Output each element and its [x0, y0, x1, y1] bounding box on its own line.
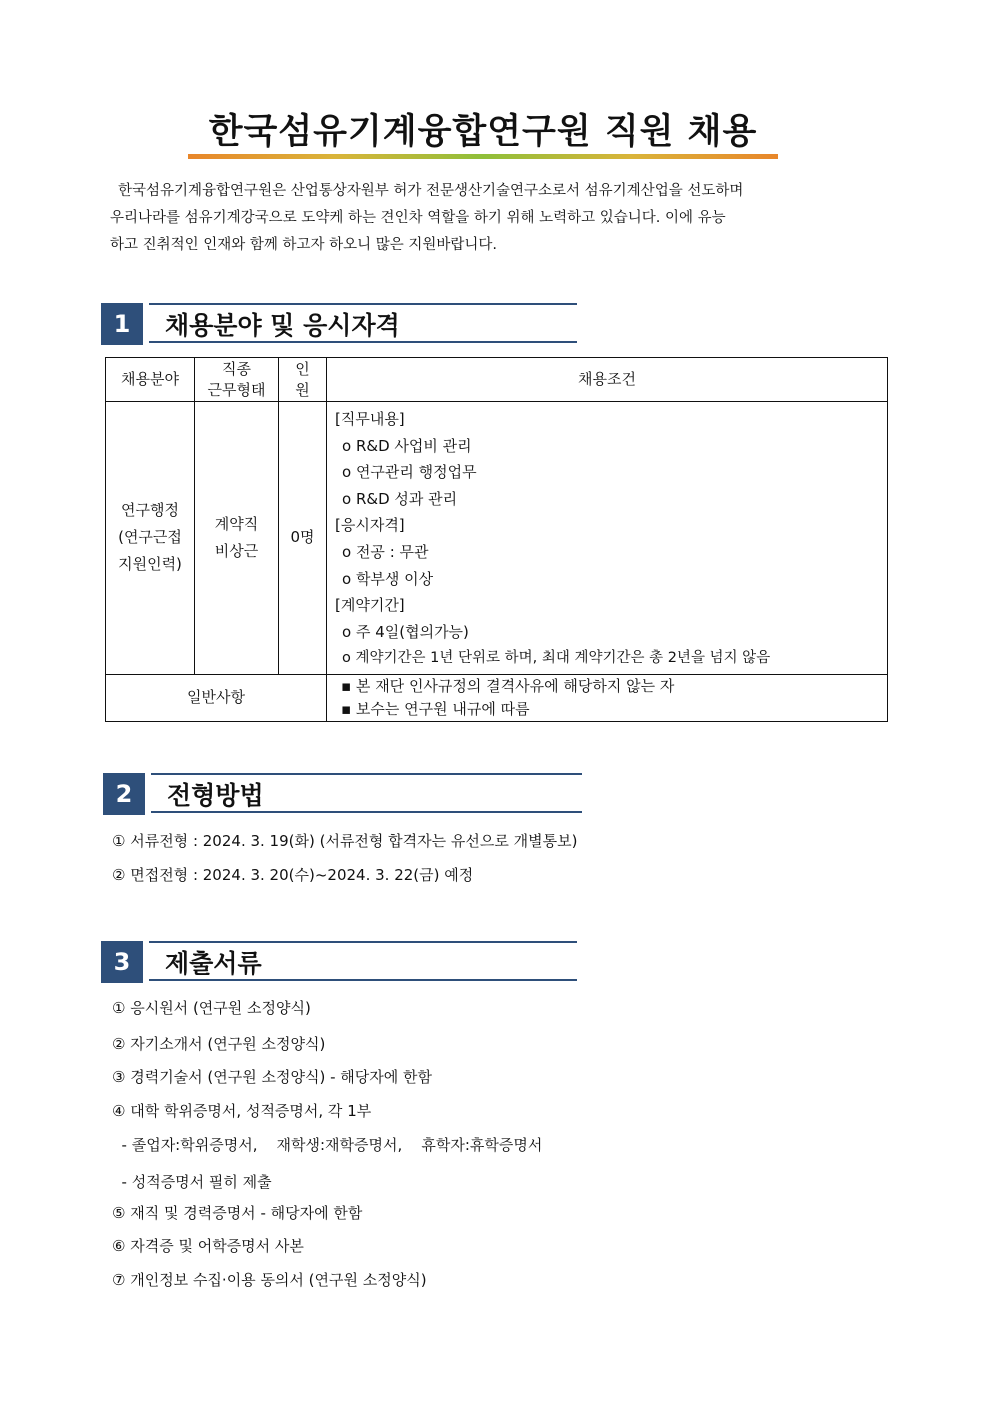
list-item: ② 면접전형 : 2024. 3. 20(수)~2024. 3. 22(금) 예정: [112, 866, 474, 884]
conditions-item: o R&D 사업비 관리: [342, 436, 472, 455]
section-title: 제출서류: [165, 949, 262, 978]
cell-count: 0명: [279, 402, 327, 675]
section-2-header: [103, 773, 582, 815]
section-3-header: [101, 941, 577, 983]
general-item: ▪ 보수는 연구원 내규에 따름: [341, 699, 530, 718]
header-type: 직종 근무형태: [195, 358, 279, 402]
conditions-heading: [응시자격]: [335, 516, 405, 535]
section-title: 전형방법: [167, 781, 264, 810]
cell-conditions: [327, 402, 888, 675]
section-number: 2: [103, 773, 145, 815]
table-row-general: [106, 674, 888, 721]
list-subitem: - 졸업자:학위증명서, 재학생:재학증명서, 휴학자:휴학증명서: [112, 1136, 543, 1154]
section-number: 3: [101, 941, 143, 983]
intro-line: 한국섬유기계융합연구원은 산업통상자원부 허가 전문생산기술연구소로서 섬유기계산업을 선도하며: [118, 183, 744, 199]
table-header-row: [106, 358, 888, 402]
cell-general-items: [327, 674, 888, 721]
intro-line: 우리나라를 섬유기계강국으로 도약케 하는 견인차 역할을 하기 위해 노력하고 있습니다. 이에 유능: [110, 210, 726, 226]
conditions-item: o 계약기간은 1년 단위로 하며, 최대 계약기간은 총 2년을 넘지 않음: [342, 650, 771, 667]
conditions-item: o R&D 성과 관리: [342, 489, 458, 508]
list-item: ⑤ 재직 및 경력증명서 - 해당자에 한함: [112, 1204, 363, 1222]
section-1-header: [101, 303, 577, 345]
intro-line: 하고 진취적인 인재와 함께 하고자 하오니 많은 지원바랍니다.: [110, 237, 498, 253]
list-subitem: - 성적증명서 필히 제출: [112, 1173, 272, 1191]
list-item: ⑥ 자격증 및 어학증명서 사본: [112, 1237, 304, 1255]
cell-field: 연구행정 (연구근접 지원인력): [106, 402, 195, 675]
conditions-item: o 연구관리 행정업무: [342, 463, 477, 482]
list-item: ③ 경력기술서 (연구원 소정양식) - 해당자에 한함: [112, 1068, 432, 1086]
recruitment-table: [105, 357, 888, 722]
divider: [149, 941, 577, 943]
title-underline: [188, 154, 778, 159]
intro-paragraph: [110, 178, 888, 259]
conditions-item: o 주 4일(협의가능): [342, 622, 469, 641]
header-count: 인 원: [279, 358, 327, 402]
divider: [151, 773, 582, 775]
general-item: ▪ 본 재단 인사규정의 결격사유에 해당하지 않는 자: [341, 677, 675, 696]
cell-general-label: 일반사항: [106, 674, 327, 721]
header-field: 채용분야: [106, 358, 195, 402]
cell-type: 계약직 비상근: [195, 402, 279, 675]
header-conditions: 채용조건: [327, 358, 888, 402]
table-row: [106, 402, 888, 675]
conditions-heading: [계약기간]: [335, 596, 405, 615]
list-item: ② 자기소개서 (연구원 소정양식): [112, 1035, 326, 1053]
list-item: ⑦ 개인정보 수집·이용 동의서 (연구원 소정양식): [112, 1271, 427, 1289]
list-item: ① 응시원서 (연구원 소정양식): [112, 999, 311, 1017]
list-item: ④ 대학 학위증명서, 성적증명서, 각 1부: [112, 1102, 372, 1120]
page-title: 한국섬유기계융합연구원 직원 채용: [208, 112, 758, 152]
section-title: 채용분야 및 응시자격: [165, 311, 400, 340]
conditions-item: o 전공 : 무관: [342, 542, 429, 561]
section-number: 1: [101, 303, 143, 345]
conditions-heading: [직무내용]: [335, 410, 405, 428]
divider: [149, 303, 577, 305]
list-item: ① 서류전형 : 2024. 3. 19(화) (서류전형 합격자는 유선으로 개별통보): [112, 832, 578, 850]
conditions-item: o 학부생 이상: [342, 569, 434, 588]
